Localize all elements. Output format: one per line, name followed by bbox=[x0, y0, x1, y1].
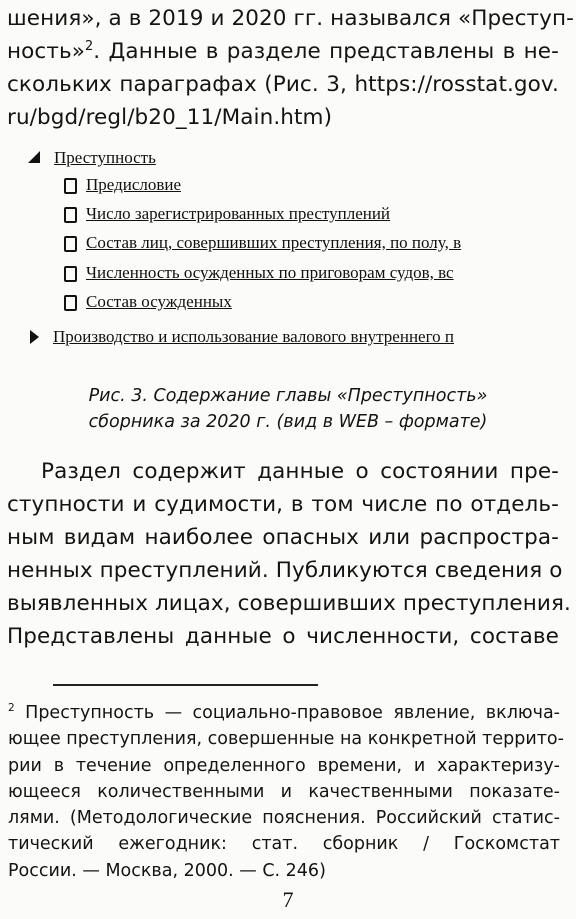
expanded-triangle-icon[interactable] bbox=[28, 151, 40, 163]
intro-line-1: шения», а в 2019 и 2020 гг. назывался «Преступ- bbox=[7, 6, 574, 31]
footnote-line: лями. (Методологические пояснения. Российский статис- bbox=[8, 808, 560, 829]
collapsed-triangle-icon[interactable] bbox=[30, 330, 39, 344]
page-icon bbox=[64, 295, 77, 311]
tree-item-label[interactable]: Состав лиц, совершивших преступления, по полу, в bbox=[86, 233, 462, 252]
tree-item-label[interactable]: Численность осужденных по приговорам судов, вс bbox=[86, 263, 454, 282]
tree-root-row[interactable] bbox=[28, 148, 156, 168]
footnote-line: тический ежегодник: стат. сборник / Госкомстат bbox=[8, 834, 560, 855]
page-number: 7 bbox=[282, 887, 294, 912]
tree-item[interactable] bbox=[64, 263, 552, 283]
intro-line-2a: ность» bbox=[7, 39, 85, 64]
body-line: ненных преступлений. Публикуются сведения о bbox=[7, 558, 563, 583]
intro-line-3: скольких параграфах (Рис. 3, https://rosstat.gov. bbox=[7, 72, 559, 97]
intro-line-4: ru/bgd/regl/b20_11/Main.htm) bbox=[7, 105, 333, 130]
footnote-line: ющее преступления, совершенные на конкретной террито- bbox=[8, 729, 564, 750]
figure-caption bbox=[0, 383, 576, 435]
footnote-line: России. — Москва, 2000. — С. 246) bbox=[8, 860, 326, 881]
page-icon bbox=[64, 178, 77, 194]
tree-root-label[interactable]: Преступность bbox=[54, 148, 156, 167]
page-icon bbox=[64, 236, 77, 252]
body-line: Представлены данные о численности, составе bbox=[7, 624, 559, 649]
footnote-line: рии в течение определенного времени, и характеризу- bbox=[8, 755, 560, 776]
footnote-line bbox=[8, 700, 560, 726]
tree-item-label[interactable]: Предисловие bbox=[86, 175, 182, 194]
footnote-line-text: Преступность — социально-правовое явление, включа- bbox=[14, 703, 560, 723]
tree-item[interactable] bbox=[64, 204, 556, 224]
intro-line-2b: . Данные в разделе представлены в не- bbox=[93, 39, 559, 64]
body-line: ным видам наиболее опасных или распростра- bbox=[7, 525, 559, 550]
tree-item-label[interactable]: Состав осужденных bbox=[86, 292, 232, 311]
tree-collapsed-label[interactable]: Производство и использование валового внутреннего п bbox=[53, 327, 454, 346]
tree-item-label[interactable]: Число зарегистрированных преступлений bbox=[86, 204, 391, 223]
intro-line-2 bbox=[7, 35, 559, 68]
intro-paragraph bbox=[7, 2, 574, 134]
footnote-divider bbox=[53, 684, 318, 686]
footnote-mark: 2 bbox=[8, 702, 15, 715]
tree-item[interactable] bbox=[64, 292, 232, 312]
body-line: Раздел содержит данные о состоянии пре- bbox=[41, 459, 559, 484]
caption-line-2: сборника за 2020 г. (вид в WEB – формате) bbox=[88, 412, 488, 432]
body-paragraph bbox=[7, 455, 571, 653]
footnote-line: ющееся количественными и качественными показате- bbox=[8, 781, 560, 802]
body-line: выявленных лицах, совершивших преступления. bbox=[7, 591, 571, 616]
caption-line-1: Рис. 3. Содержание главы «Преступность» bbox=[88, 386, 488, 406]
tree-item[interactable] bbox=[64, 233, 540, 253]
page-icon bbox=[64, 266, 77, 282]
footnote bbox=[8, 700, 564, 884]
tree-item[interactable] bbox=[64, 175, 181, 195]
footnote-ref[interactable]: 2 bbox=[84, 38, 94, 54]
page-icon bbox=[64, 207, 77, 223]
tree-collapsed-row[interactable] bbox=[30, 327, 552, 347]
body-line: ступности и судимости, в том числе по отдель- bbox=[7, 492, 559, 517]
